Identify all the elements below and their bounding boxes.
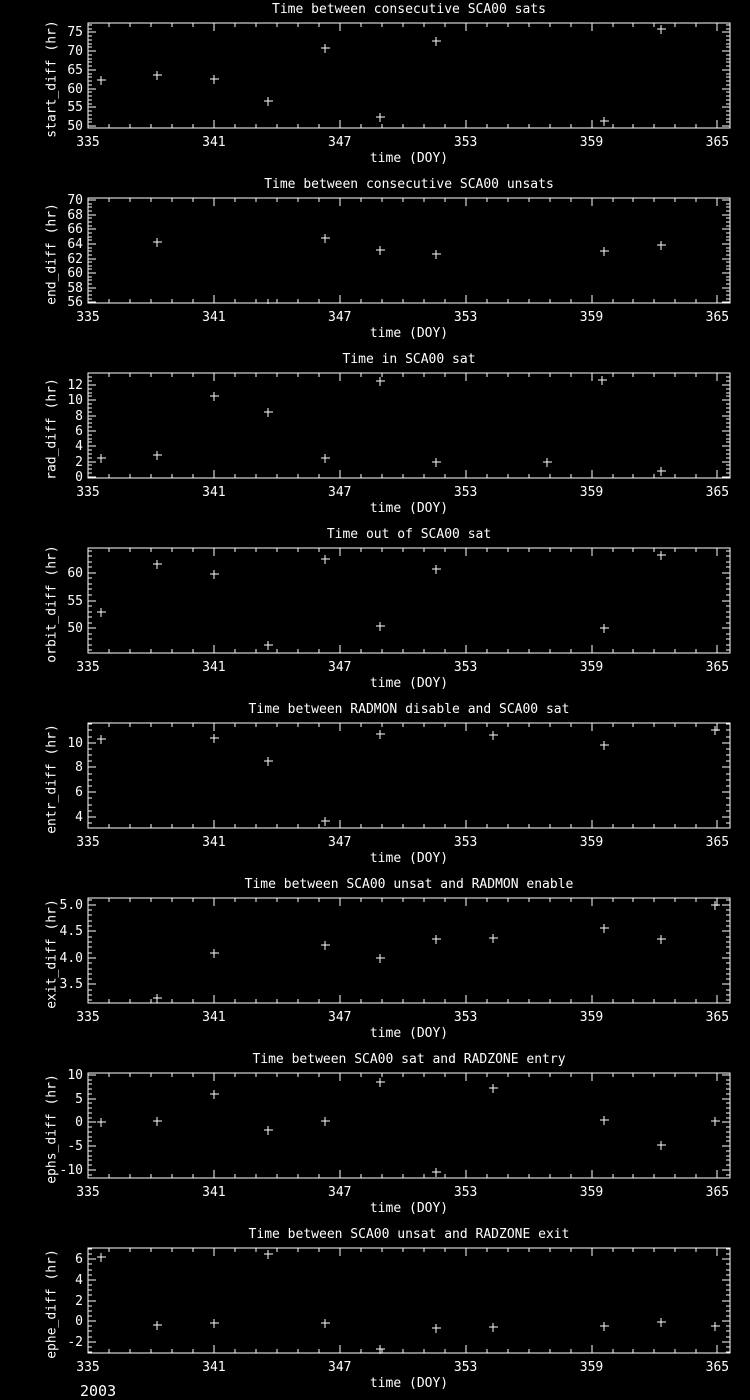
svg-text:353: 353 [453,1360,478,1375]
year-label: 2003 [80,1382,117,1400]
svg-text:-5: -5 [67,1139,83,1154]
axes-canvas [0,1050,750,1225]
svg-text:335: 335 [76,660,100,675]
svg-text:60: 60 [67,82,83,97]
svg-text:341: 341 [202,485,226,500]
svg-text:335: 335 [76,835,100,850]
y-axis-label-text: exit_diff (hr) [44,899,60,1009]
svg-text:341: 341 [202,660,226,675]
axes-canvas [0,875,750,1050]
svg-text:359: 359 [579,660,604,675]
plot-title: Time in SCA00 sat [342,352,476,367]
plot-entr-diff [0,700,750,875]
plot-exit-diff [0,875,750,1050]
svg-text:2: 2 [75,455,83,470]
svg-text:64: 64 [67,237,83,252]
svg-text:347: 347 [328,485,352,500]
svg-text:-2: -2 [67,1335,83,1350]
svg-text:341: 341 [202,135,226,150]
x-axis-label: time (DOY) [369,1376,449,1391]
svg-text:335: 335 [76,1185,100,1200]
svg-text:365: 365 [705,135,730,150]
svg-text:70: 70 [67,193,83,208]
svg-text:55: 55 [67,100,83,115]
y-axis-label-text: ephs_diff (hr) [44,1074,60,1184]
axes-canvas [0,350,750,525]
svg-text:10: 10 [67,736,83,751]
svg-text:341: 341 [202,1010,226,1025]
svg-text:68: 68 [67,208,83,223]
svg-text:347: 347 [328,135,352,150]
plot-rad-diff [0,350,750,525]
x-axis-label: time (DOY) [369,676,449,691]
svg-text:55: 55 [67,594,83,609]
svg-text:359: 359 [579,835,604,850]
svg-text:347: 347 [328,310,352,325]
axes-canvas [0,175,750,350]
svg-text:335: 335 [76,1010,100,1025]
svg-text:65: 65 [67,63,83,78]
x-axis-label: time (DOY) [369,501,449,516]
svg-text:353: 353 [453,1185,478,1200]
plot-title: Time between SCA00 unsat and RADMON enable [244,877,574,892]
svg-text:365: 365 [705,1360,730,1375]
plot-end-diff [0,175,750,350]
svg-text:359: 359 [579,1010,604,1025]
y-axis-label-text: rad_diff (hr) [44,378,60,480]
svg-text:10: 10 [67,1068,83,1083]
svg-text:70: 70 [67,44,83,59]
svg-text:3.5: 3.5 [59,977,83,992]
svg-text:335: 335 [76,485,100,500]
svg-text:6: 6 [75,1252,83,1267]
y-axis-label-text: orbit_diff (hr) [44,545,60,663]
svg-text:75: 75 [67,25,83,40]
svg-text:335: 335 [76,310,100,325]
y-axis-label-text: ephe_diff (hr) [44,1249,60,1359]
svg-text:353: 353 [453,660,478,675]
svg-text:365: 365 [705,1010,730,1025]
svg-text:50: 50 [67,119,83,134]
plot-title: Time between consecutive SCA00 sats [272,2,546,17]
svg-text:359: 359 [579,310,604,325]
svg-text:5.0: 5.0 [59,898,83,913]
svg-text:365: 365 [705,485,730,500]
axes-canvas [0,525,750,700]
svg-text:359: 359 [579,485,604,500]
svg-text:60: 60 [67,266,83,281]
x-axis-label: time (DOY) [369,151,449,166]
svg-text:4: 4 [75,1273,83,1288]
svg-text:359: 359 [579,135,604,150]
svg-text:-10: -10 [59,1163,83,1178]
svg-text:353: 353 [453,310,478,325]
svg-text:5: 5 [75,1092,83,1107]
plot-title: Time between SCA00 sat and RADZONE entry [252,1052,566,1067]
svg-text:4.0: 4.0 [59,951,83,966]
svg-text:347: 347 [328,660,352,675]
y-axis-label-text: entr_diff (hr) [44,724,60,834]
svg-text:12: 12 [67,378,83,393]
plot-start-diff [0,0,750,175]
y-axis-label-text: end_diff (hr) [44,203,60,305]
plot-title: Time between consecutive SCA00 unsats [264,177,554,192]
svg-text:0: 0 [75,470,83,485]
svg-text:335: 335 [76,1360,100,1375]
svg-text:0: 0 [75,1115,83,1130]
plot-ephe-diff [0,1225,750,1400]
svg-text:8: 8 [75,409,83,424]
svg-text:347: 347 [328,1010,352,1025]
svg-text:341: 341 [202,835,226,850]
x-axis-label: time (DOY) [369,326,449,341]
svg-text:58: 58 [67,281,83,296]
svg-text:359: 359 [579,1185,604,1200]
svg-text:353: 353 [453,485,478,500]
y-axis-label-text: start_diff (hr) [44,20,60,138]
svg-text:365: 365 [705,835,730,850]
plot-title: Time between SCA00 unsat and RADZONE exit [248,1227,570,1242]
svg-text:4: 4 [75,810,83,825]
svg-text:347: 347 [328,835,352,850]
svg-text:8: 8 [75,760,83,775]
svg-text:353: 353 [453,1010,478,1025]
svg-text:6: 6 [75,424,83,439]
svg-text:365: 365 [705,310,730,325]
svg-text:341: 341 [202,1360,226,1375]
svg-text:60: 60 [67,566,83,581]
svg-text:10: 10 [67,393,83,408]
svg-text:4.5: 4.5 [59,924,83,939]
svg-text:4: 4 [75,439,83,454]
svg-text:335: 335 [76,135,100,150]
svg-text:365: 365 [705,660,730,675]
plot-title: Time between RADMON disable and SCA00 sat [248,702,570,717]
svg-text:347: 347 [328,1185,352,1200]
axes-canvas [0,0,750,175]
svg-text:341: 341 [202,1185,226,1200]
x-axis-label: time (DOY) [369,1201,449,1216]
svg-text:56: 56 [67,295,83,310]
svg-text:359: 359 [579,1360,604,1375]
plot-orbit-diff [0,525,750,700]
plot-title: Time out of SCA00 sat [326,527,492,542]
svg-text:50: 50 [67,621,83,636]
axes-canvas [0,1225,750,1400]
x-axis-label: time (DOY) [369,851,449,866]
svg-text:353: 353 [453,135,478,150]
axes-canvas [0,700,750,875]
svg-text:347: 347 [328,1360,352,1375]
svg-text:66: 66 [67,222,83,237]
plot-ephs-diff [0,1050,750,1225]
svg-text:2: 2 [75,1294,83,1309]
svg-text:365: 365 [705,1185,730,1200]
svg-text:6: 6 [75,785,83,800]
svg-text:0: 0 [75,1314,83,1329]
svg-text:353: 353 [453,835,478,850]
svg-text:341: 341 [202,310,226,325]
svg-text:62: 62 [67,252,83,267]
x-axis-label: time (DOY) [369,1026,449,1041]
